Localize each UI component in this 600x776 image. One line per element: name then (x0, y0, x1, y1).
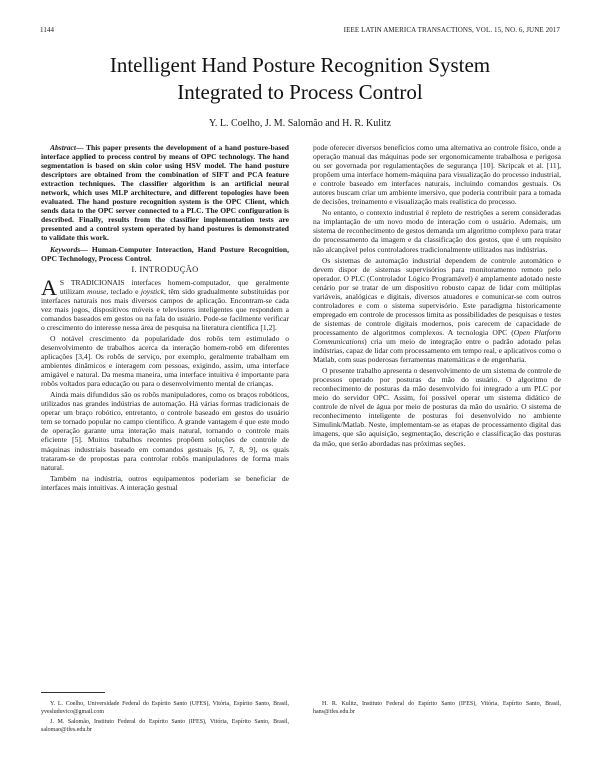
title-line-1: Intelligent Hand Posture Recognition System (109, 53, 491, 77)
left-column (41, 143, 289, 494)
footnote-rule (41, 692, 105, 693)
footnote (41, 700, 289, 716)
paragraph-text: , têm sido gradualmente substituídas por interfaces naturais nos mais diversos campos de aplicação. Encontram-se cada vez mais jogos, dispositivos móveis e televisores inteligentes que respondem a comandos baseados em gestos ou na fala do usuário. Pode-se facilmente verificar o crescimento do interesse nessa área de pesquisa na literatura científica [1,2]. (41, 286, 289, 332)
paragraph: pode oferecer diversos benefícios como uma alternativa ao controle físico, onde a operação manual das máquinas pode ser ergonomicamente trabalhosa e perigosa ou ser governada por regulamentações de segurança [10]. Skripcak et al. [11], propõem uma interface homem-máquina para visualização do processo industrial, e controle baseado em interfaces naturais, incluindo comandos gestuais. Os autores buscam criar um ambiente imersivo, que poderia contribuir para a tomada de decisões, treinamento e visualização mais realística do processo. (313, 143, 561, 207)
journal-name: IEEE LATIN AMERICA TRANSACTIONS, VOL. 15, NO. 6, JUNE 2017 (343, 26, 560, 34)
keywords-label: Keywords (50, 244, 81, 254)
authors: Y. L. Coelho, J. M. Salomão and H. R. Kulitz (208, 118, 392, 129)
paragraph-text: ) cria um meio de integração entre o padrão adotado pelas indústrias, capaz de lidar com processamento em tempo real, e aplicativos como o Matlab, com suas poderosas ferramentas matemáticas e de engenharia. (313, 336, 561, 365)
abstract-label: Abstract (50, 143, 76, 152)
footnote-text: Y. L. Coelho, Universidade Federal do Espírito Santo (UFES), Vitória, Espírito Santo, Brasil, yvesluduvico@gmail.com (41, 701, 289, 715)
paragraph: Também na indústria, outros equipamentos poderiam se beneficiar de interfaces mais intuitivas. A interação gestual (41, 473, 289, 492)
title-line-2: Integrated to Process Control (177, 80, 423, 104)
footnote (313, 700, 561, 716)
keywords (41, 245, 289, 263)
emphasis-text: Open Platform Communications (313, 327, 561, 346)
paragraph-text: , teclado e (106, 286, 141, 296)
paragraph-text: S TRADICIONAIS interfaces homem-computador, que geralmente utilizam (59, 277, 289, 296)
emphasis-text: mouse (87, 286, 107, 296)
paragraph: O notável crescimento da popularidade dos robôs tem estimulado o desenvolvimento de trabalhos acerca da interação homem-robô em diferentes aplicações [3,4]. Os robôs de serviço, por exemplo, geralmente trabalham em ambientes dinâmicos e interagem com pessoas, exigindo, assim, uma interface amigável e natural. Da mesma maneira, uma interface intuitiva é importante para robôs voltados para educação ou para o desenvolvimento mental de crianças. (41, 333, 289, 389)
paragraph (41, 274, 289, 332)
paper-title (40, 52, 560, 106)
section-heading: I. INTRODUÇÃO (131, 263, 199, 274)
right-column (313, 143, 561, 450)
paragraph-text: Os sistemas de automação industrial dependem de controle automático e devem dispor de sistemas supervisórios para monitoramento remoto pelo operador. O PLC (Controlador Lógico Programável) é amplamente adotado neste cenário por se tratar de um dispositivo robusto capaz de lidar com múltiplas variáveis, analógicas e digitais, diversos atuadores e comunicar-se com outros controladores e com o sistema supervisório. Este paradigma historicamente empregado em controle de processos limita as possibilidades de pesquisas e testes de sistemas de controle digitais modernos, pois carecem de capacidade de processamento de algoritmos complexos. A tecnologia OPC ( (313, 255, 561, 337)
abstract-text: — This paper presents the development of a hand posture-based interface applied to process control by means of OPC technology. The hand segmentation is based on skin color using HSV model. The hand posture descriptors are obtained from the combination of SIFT and PCA feature extraction techniques. The classifier algorithm is an artificial neural network, which uses MLP architecture, and different topologies have been evaluated. The hand posture recognition system is the OPC Client, which sends data to the OPC server connected to a PLC. The OPC configuration is described. Finally, results from the classifier implementation tests are presented and a control system operated by hand postures is demonstrated to validate this work. (41, 143, 289, 243)
paragraph: Ainda mais difundidos são os robôs manipuladores, como os braços robóticos, utilizados nas grandes indústrias de automação. Há várias formas tradicionais de operar um braço robótico, entretanto, o controle baseado em gestos do usuário tem se tornado popular no campo científico. A grande vantagem é que este modo de operação garante uma interação mais natural, tornando o controle mais eficiente [5]. Muitos trabalhos recentes propõem soluções de controle de máquinas industriais baseado em comandos gestuais [6, 7, 8, 9], os quais trataram-se de propostas para controlar robôs manipuladores de forma mais natural. (41, 390, 289, 472)
abstract (41, 143, 289, 243)
page-number: 1144 (40, 26, 55, 34)
drop-cap: A (41, 274, 57, 300)
paragraph: No entanto, o contexto industrial é repleto de restrições a serem consideradas na implantação de um novo modo de interação com o usuário. Ademais, um sistema de reconhecimento de gestos demanda um algoritmo complexo para tratar do processamento da imagem e da classificação dos gestos, que é um requisito não alcançável pelos controladores tradicionalmente utilizados nas indústrias. (313, 208, 561, 254)
footnote-text: H. R. Kulitz, Instituto Federal do Espírito Santo (IFES), Vitória, Espírito Santo, Brasil, hans@ifes.edu.br (313, 701, 561, 715)
paragraph (313, 256, 561, 365)
paragraph: O presente trabalho apresenta o desenvolvimento de um sistema de controle de processos operado por posturas da mão do usuário. O algoritmo de reconhecimento de posturas da mão desenvolvido foi integrado a um PLC por meio do servidor OPC. Assim, foi possível operar um sistema didático de controle de nível de água por meio de posturas da mão do usuário. O sistema de reconhecimento inteligente de posturas foi desenvolvido no ambiente Simulink/Matlab. Neste, implementam-se as etapas de processamento digital das imagens, que são aquisição, segmentação, descrição e classificação das posturas da mão, que serão abordadas nas próximas seções. (313, 366, 561, 448)
footnote-text: J. M. Salomão, Instituto Federal do Espírito Santo (IFES), Vitória, Espírito Santo, Brasil, salomao@ifes.edu.br (41, 719, 289, 733)
emphasis-text: joystick (140, 286, 164, 296)
keywords-text: — Human-Computer Interaction, Hand Posture Recognition, OPC Technology, Process Control. (41, 244, 289, 263)
footnote (41, 718, 289, 734)
running-header (40, 26, 560, 38)
